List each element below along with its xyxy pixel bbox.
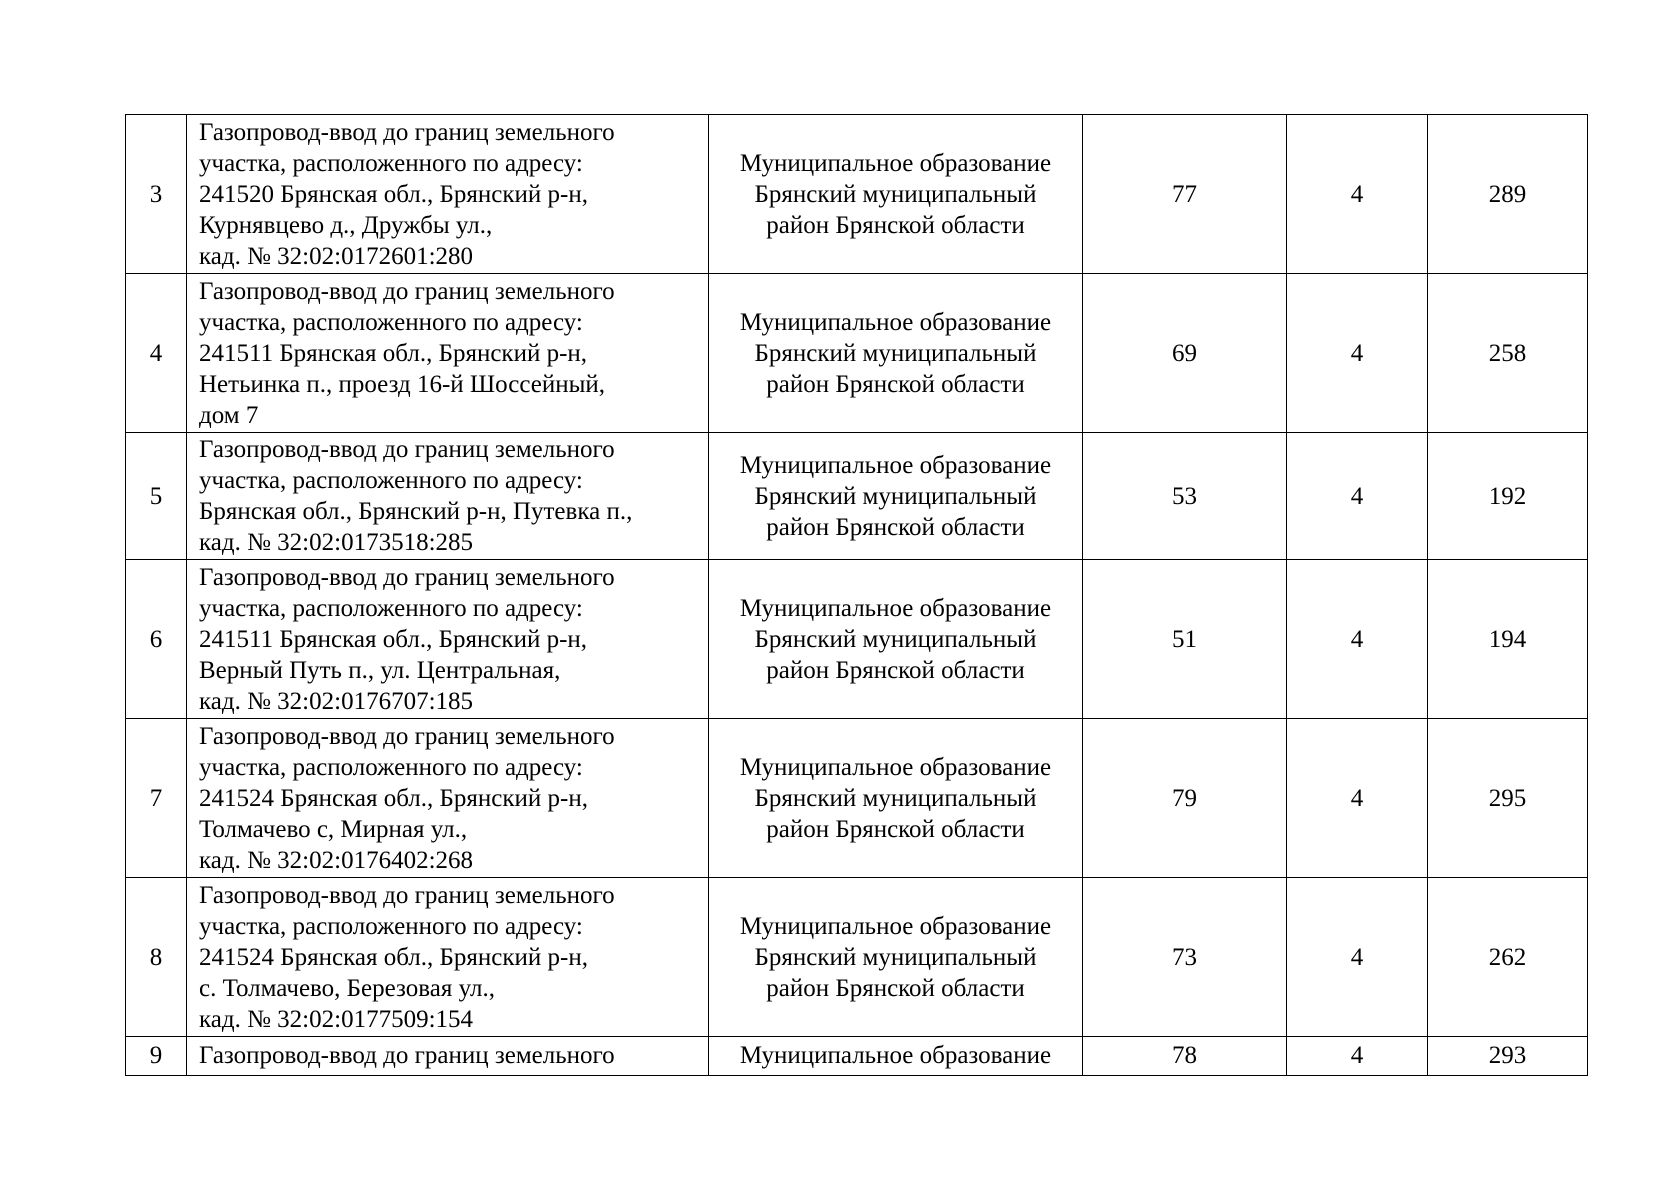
object-description: Газопровод-ввод до границ земельного: [187, 1037, 709, 1076]
value-3: 258: [1428, 274, 1588, 433]
object-description: Газопровод-ввод до границ земельного участка, расположенного по адресу: 241524 Брянская обл., Брянский р-н, с. Толмачево, Березовая ул., кад. № 32:02:0177509:154: [187, 878, 709, 1037]
object-description: Газопровод-ввод до границ земельного участка, расположенного по адресу: 241520 Брянская обл., Брянский р-н, Курнявцево д., Дружбы ул., кад. № 32:02:0172601:280: [187, 115, 709, 274]
data-table: [125, 114, 1588, 1076]
object-description: Газопровод-ввод до границ земельного участка, расположенного по адресу: 241511 Брянская обл., Брянский р-н, Нетьинка п., проезд 16-й Шоссейный, дом 7: [187, 274, 709, 433]
row-number: 8: [126, 878, 187, 1037]
value-2: 4: [1287, 560, 1428, 719]
value-1: 78: [1083, 1037, 1287, 1076]
owner: Муниципальное образование Брянский муниципальный район Брянской области: [709, 560, 1083, 719]
table-row: [126, 878, 1588, 1037]
table-row: [126, 560, 1588, 719]
object-description: Газопровод-ввод до границ земельного участка, расположенного по адресу: 241511 Брянская обл., Брянский р-н, Верный Путь п., ул. Центральная, кад. № 32:02:0176707:185: [187, 560, 709, 719]
owner: Муниципальное образование Брянский муниципальный район Брянской области: [709, 115, 1083, 274]
value-2: 4: [1287, 115, 1428, 274]
row-number: 5: [126, 433, 187, 560]
value-2: 4: [1287, 274, 1428, 433]
table-row: [126, 719, 1588, 878]
value-2: 4: [1287, 1037, 1428, 1076]
owner: Муниципальное образование Брянский муниципальный район Брянской области: [709, 274, 1083, 433]
value-2: 4: [1287, 878, 1428, 1037]
value-3: 194: [1428, 560, 1588, 719]
value-1: 79: [1083, 719, 1287, 878]
row-number: 9: [126, 1037, 187, 1076]
row-number: 6: [126, 560, 187, 719]
row-number: 3: [126, 115, 187, 274]
value-1: 77: [1083, 115, 1287, 274]
value-3: 262: [1428, 878, 1588, 1037]
row-number: 7: [126, 719, 187, 878]
value-1: 51: [1083, 560, 1287, 719]
table-row: [126, 1037, 1588, 1076]
value-1: 73: [1083, 878, 1287, 1037]
table-row: [126, 433, 1588, 560]
owner: Муниципальное образование Брянский муниципальный район Брянской области: [709, 433, 1083, 560]
object-description: Газопровод-ввод до границ земельного участка, расположенного по адресу: Брянская обл., Брянский р-н, Путевка п., кад. № 32:02:0173518:285: [187, 433, 709, 560]
value-2: 4: [1287, 433, 1428, 560]
object-description: Газопровод-ввод до границ земельного участка, расположенного по адресу: 241524 Брянская обл., Брянский р-н, Толмачево с, Мирная ул., кад. № 32:02:0176402:268: [187, 719, 709, 878]
value-1: 69: [1083, 274, 1287, 433]
value-3: 293: [1428, 1037, 1588, 1076]
table-row: [126, 115, 1588, 274]
value-3: 295: [1428, 719, 1588, 878]
owner: Муниципальное образование Брянский муниципальный район Брянской области: [709, 878, 1083, 1037]
owner: Муниципальное образование Брянский муниципальный район Брянской области: [709, 719, 1083, 878]
table-row: [126, 274, 1588, 433]
value-2: 4: [1287, 719, 1428, 878]
row-number: 4: [126, 274, 187, 433]
owner: Муниципальное образование: [709, 1037, 1083, 1076]
value-1: 53: [1083, 433, 1287, 560]
value-3: 289: [1428, 115, 1588, 274]
value-3: 192: [1428, 433, 1588, 560]
